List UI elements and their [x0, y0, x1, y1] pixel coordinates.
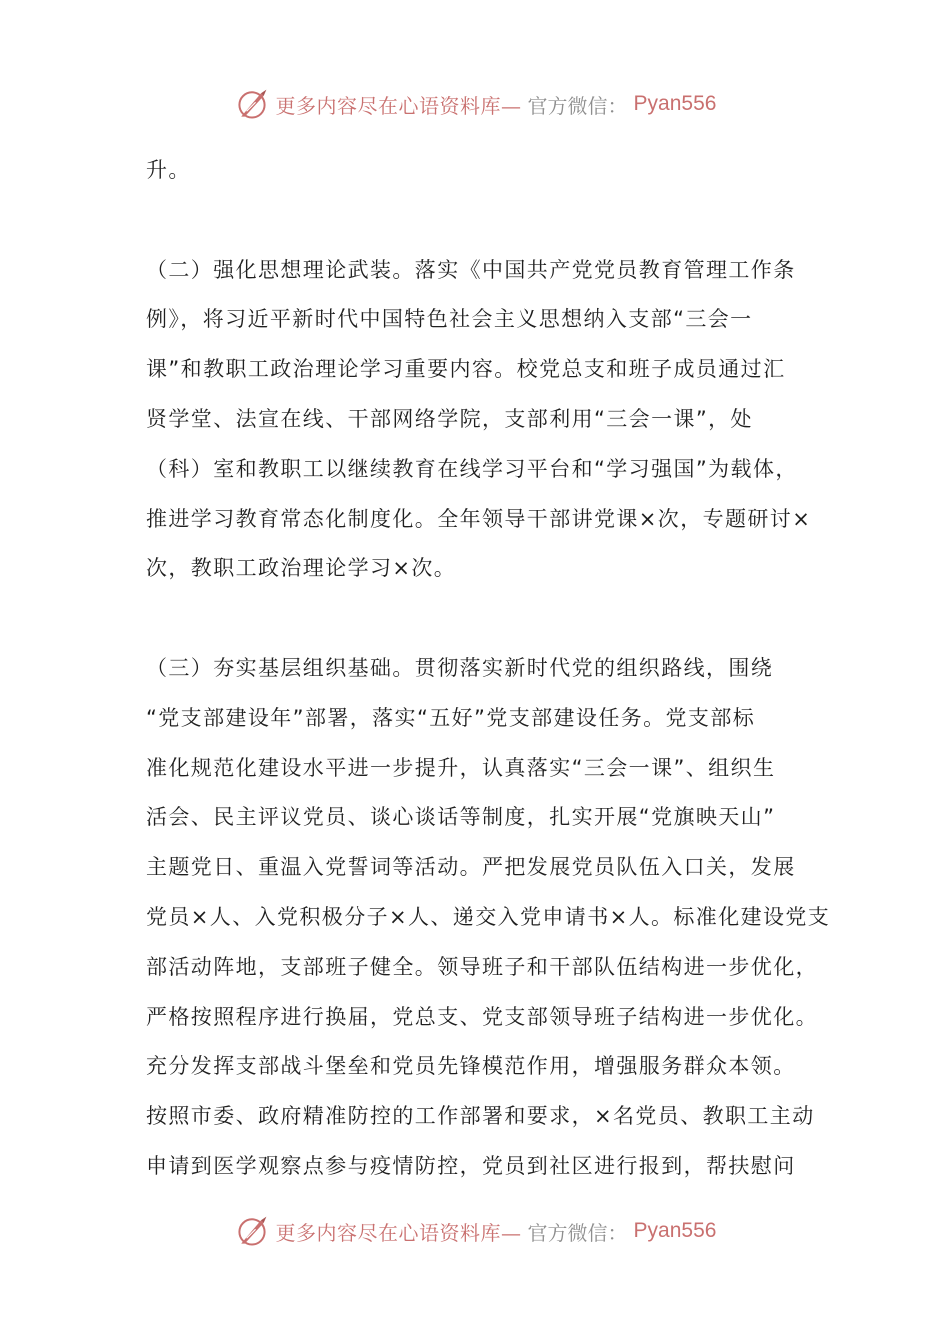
text-line: 充分发挥支部战斗堡垒和党员先锋模范作用，增强服务群众本领。: [146, 1054, 796, 1079]
watermark-text: 更多内容尽在心语资料库—: [275, 1220, 522, 1245]
paragraph-grassroots-organization: [146, 644, 831, 1192]
watermark-wechat-label: 官方微信：: [527, 93, 628, 118]
text-line: 活会、民主评议党员、谈心谈话等制度，扎实开展“党旗映天山”: [146, 805, 776, 830]
quill-pen-logo-icon: [234, 1213, 270, 1249]
watermark-wechat-label: 官方微信：: [527, 1220, 628, 1245]
text-line: 升。: [146, 158, 191, 182]
text-line: 按照市委、政府精准防控的工作部署和要求，×名党员、教职工主动: [146, 1104, 815, 1129]
text-line: 次，教职工政治理论学习×次。: [146, 556, 457, 581]
text-line: 例》，将习近平新时代中国特色社会主义思想纳入支部“三会一: [146, 307, 753, 332]
text-line: 推进学习教育常态化制度化。全年领导干部讲党课×次，专题研讨×: [146, 506, 812, 531]
watermark-wechat-id: Pyan556: [633, 92, 717, 115]
text-line: （三）夯实基层组织基础。贯彻落实新时代党的组织路线，围绕: [146, 655, 774, 680]
text-line: 课”和教职工政治理论学习重要内容。校党总支和班子成员通过汇: [146, 357, 786, 382]
text-line: （科）室和教职工以继续教育在线学习平台和“学习强国”为载体，: [146, 456, 798, 481]
document-body: [146, 146, 831, 1192]
footer-watermark: [0, 1209, 950, 1253]
paragraph-gap: [146, 594, 808, 644]
paragraph-strengthen-theory: [146, 246, 812, 595]
text-line: 严格按照程序进行换届，党总支、党支部领导班子结构进一步优化。: [146, 1004, 818, 1029]
text-line: 部活动阵地，支部班子健全。领导班子和干部队伍结构进一步优化，: [146, 954, 818, 979]
text-line: （二）强化思想理论武装。落实《中国共产党党员教育管理工作条: [146, 257, 796, 282]
text-line: 贤学堂、法宣在线、干部网络学院，支部利用“三会一课”，处: [146, 406, 753, 431]
paragraph-gap: [146, 196, 808, 246]
text-line: 准化规范化建设水平进一步提升，认真落实“三会一课”、组织生: [146, 755, 776, 780]
quill-pen-logo-icon: [234, 86, 270, 122]
text-line: 申请到医学观察点参与疫情防控，党员到社区进行报到，帮扶慰问: [146, 1153, 796, 1178]
watermark-text: 更多内容尽在心语资料库—: [275, 93, 522, 118]
text-line: 党员×人、入党积极分子×人、递交入党申请书×人。标准化建设党支: [146, 904, 831, 929]
text-line: 主题党日、重温入党誓词等活动。严把发展党员队伍入口关，发展: [146, 855, 796, 880]
header-watermark: [0, 82, 950, 126]
watermark-wechat-id: Pyan556: [633, 1219, 717, 1242]
text-line: “党支部建设年”部署，落实“五好”党支部建设任务。党支部标: [146, 705, 756, 730]
